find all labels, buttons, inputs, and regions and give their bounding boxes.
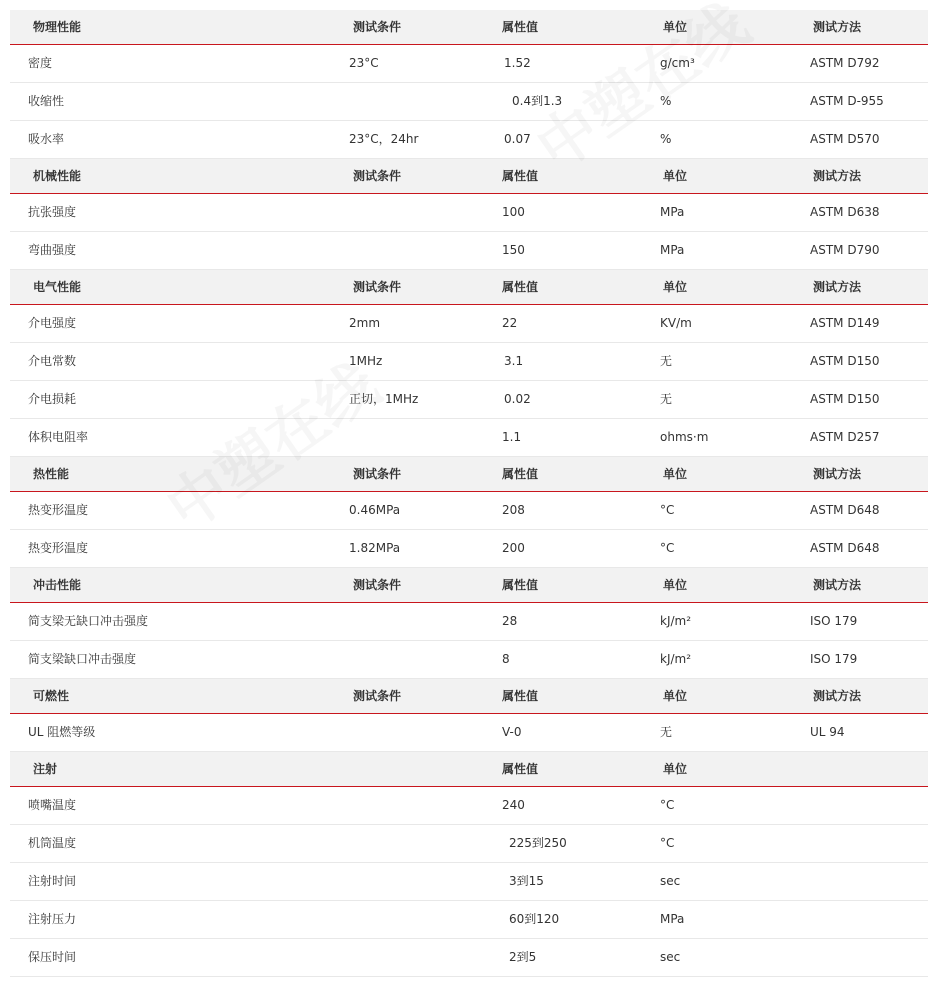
property-name: 保压时间 [28,950,77,964]
column-header: 测试方法 [813,20,862,34]
table-row [10,343,928,381]
property-name: 介电损耗 [28,392,77,406]
unit: 无 [660,392,673,406]
test-condition: 1MHz [349,354,383,368]
property-value: 225到250 [509,836,567,850]
section-header [10,568,928,603]
property-value: 1.52 [504,56,531,70]
section-title: 可燃性 [33,689,70,703]
test-method: UL 94 [810,725,845,739]
unit: % [660,132,672,146]
unit: g/cm³ [660,56,695,70]
property-value: 22 [502,316,518,330]
unit: MPa [660,243,685,257]
column-header: 属性值 [502,762,539,776]
unit: MPa [660,912,685,926]
table-row [10,825,928,863]
unit: kJ/m² [660,614,692,628]
column-header: 测试条件 [353,467,402,481]
column-header: 测试方法 [813,689,862,703]
property-value: 0.4到1.3 [512,94,563,108]
test-condition: 正切，1MHz [349,392,419,406]
column-header: 测试方法 [813,578,862,592]
table-row [10,419,928,457]
column-header: 单位 [663,20,688,34]
unit: °C [660,503,675,517]
table-row [10,787,928,825]
table-row [10,641,928,679]
property-name: 介电常数 [28,354,77,368]
property-value: 8 [502,652,510,666]
column-header: 单位 [663,169,688,183]
property-name: 收缩性 [28,94,65,108]
column-header: 单位 [663,280,688,294]
table-row [10,381,928,419]
column-header: 单位 [663,467,688,481]
unit: °C [660,541,675,555]
property-value: 1.1 [502,430,522,444]
property-value: V-0 [502,725,522,739]
section-title: 注射 [33,762,58,776]
property-value: 100 [502,205,525,219]
property-value: 0.02 [504,392,531,406]
section-header [10,270,928,305]
test-method: ISO 179 [810,614,858,628]
property-value: 2到5 [509,950,537,964]
column-header: 测试方法 [813,467,862,481]
unit: sec [660,950,681,964]
unit: 无 [660,725,673,739]
table-row [10,603,928,641]
section-header [10,752,928,787]
column-header: 属性值 [502,467,539,481]
property-name: 吸水率 [28,132,65,146]
test-condition: 23°C [349,56,379,70]
column-header: 测试条件 [353,20,402,34]
test-method: ASTM D149 [810,316,880,330]
section-header [10,159,928,194]
section-title: 热性能 [33,467,70,481]
property-value: 60到120 [509,912,560,926]
test-condition: 2mm [349,316,381,330]
section-header [10,679,928,714]
property-name: 喷嘴温度 [28,798,77,812]
table-row [10,83,928,121]
test-method: ASTM D792 [810,56,880,70]
property-name: 密度 [28,56,53,70]
property-name: 热变形温度 [28,503,89,517]
test-condition: 1.82MPa [349,541,401,555]
property-name: 简支梁无缺口冲击强度 [28,614,149,628]
section-title: 物理性能 [33,20,82,34]
table-row [10,305,928,343]
test-method: ASTM D257 [810,430,880,444]
column-header: 单位 [663,689,688,703]
unit: MPa [660,205,685,219]
unit: KV/m [660,316,692,330]
section-title: 机械性能 [33,169,82,183]
property-name: 机筒温度 [28,836,77,850]
unit: 无 [660,354,673,368]
test-method: ASTM D648 [810,503,880,517]
property-value: 3到15 [509,874,544,888]
table-row [10,939,928,977]
unit: °C [660,798,675,812]
property-name: 注射压力 [28,912,77,926]
property-sheet [10,10,928,977]
table-row [10,901,928,939]
test-method: ASTM D638 [810,205,880,219]
property-value: 208 [502,503,525,517]
column-header: 单位 [663,578,688,592]
table-row [10,232,928,270]
table-row [10,492,928,530]
property-name: 抗张强度 [28,205,77,219]
unit: kJ/m² [660,652,692,666]
test-method: ASTM D-955 [810,94,884,108]
property-name: 弯曲强度 [28,243,77,257]
table-row [10,121,928,159]
property-name: UL 阻燃等级 [28,725,96,739]
test-method: ASTM D648 [810,541,880,555]
column-header: 属性值 [502,578,539,592]
test-method: ASTM D150 [810,354,880,368]
column-header: 测试条件 [353,169,402,183]
column-header: 属性值 [502,689,539,703]
section-header [10,10,928,45]
table-row [10,714,928,752]
column-header: 属性值 [502,280,539,294]
property-value: 28 [502,614,518,628]
unit: sec [660,874,681,888]
test-method: ASTM D790 [810,243,880,257]
property-name: 简支梁缺口冲击强度 [28,652,137,666]
test-condition: 23°C，24hr [349,132,419,146]
property-value: 0.07 [504,132,531,146]
property-value: 240 [502,798,525,812]
property-value: 200 [502,541,525,555]
property-name: 体积电阻率 [28,430,89,444]
property-name: 介电强度 [28,316,77,330]
column-header: 属性值 [502,20,539,34]
column-header: 测试条件 [353,689,402,703]
property-name: 热变形温度 [28,541,89,555]
column-header: 单位 [663,762,688,776]
section-title: 冲击性能 [33,578,82,592]
test-method: ASTM D570 [810,132,880,146]
test-method: ISO 179 [810,652,858,666]
column-header: 测试方法 [813,280,862,294]
test-condition: 0.46MPa [349,503,401,517]
test-method: ASTM D150 [810,392,880,406]
section-title: 电气性能 [33,280,82,294]
table-row [10,194,928,232]
column-header: 测试条件 [353,578,402,592]
unit: ohms·m [660,430,709,444]
property-name: 注射时间 [28,874,77,888]
property-value: 3.1 [504,354,524,368]
column-header: 测试方法 [813,169,862,183]
column-header: 测试条件 [353,280,402,294]
table-row [10,530,928,568]
column-header: 属性值 [502,169,539,183]
table-row [10,45,928,83]
section-header [10,457,928,492]
unit: % [660,94,672,108]
unit: °C [660,836,675,850]
table-row [10,863,928,901]
property-value: 150 [502,243,525,257]
